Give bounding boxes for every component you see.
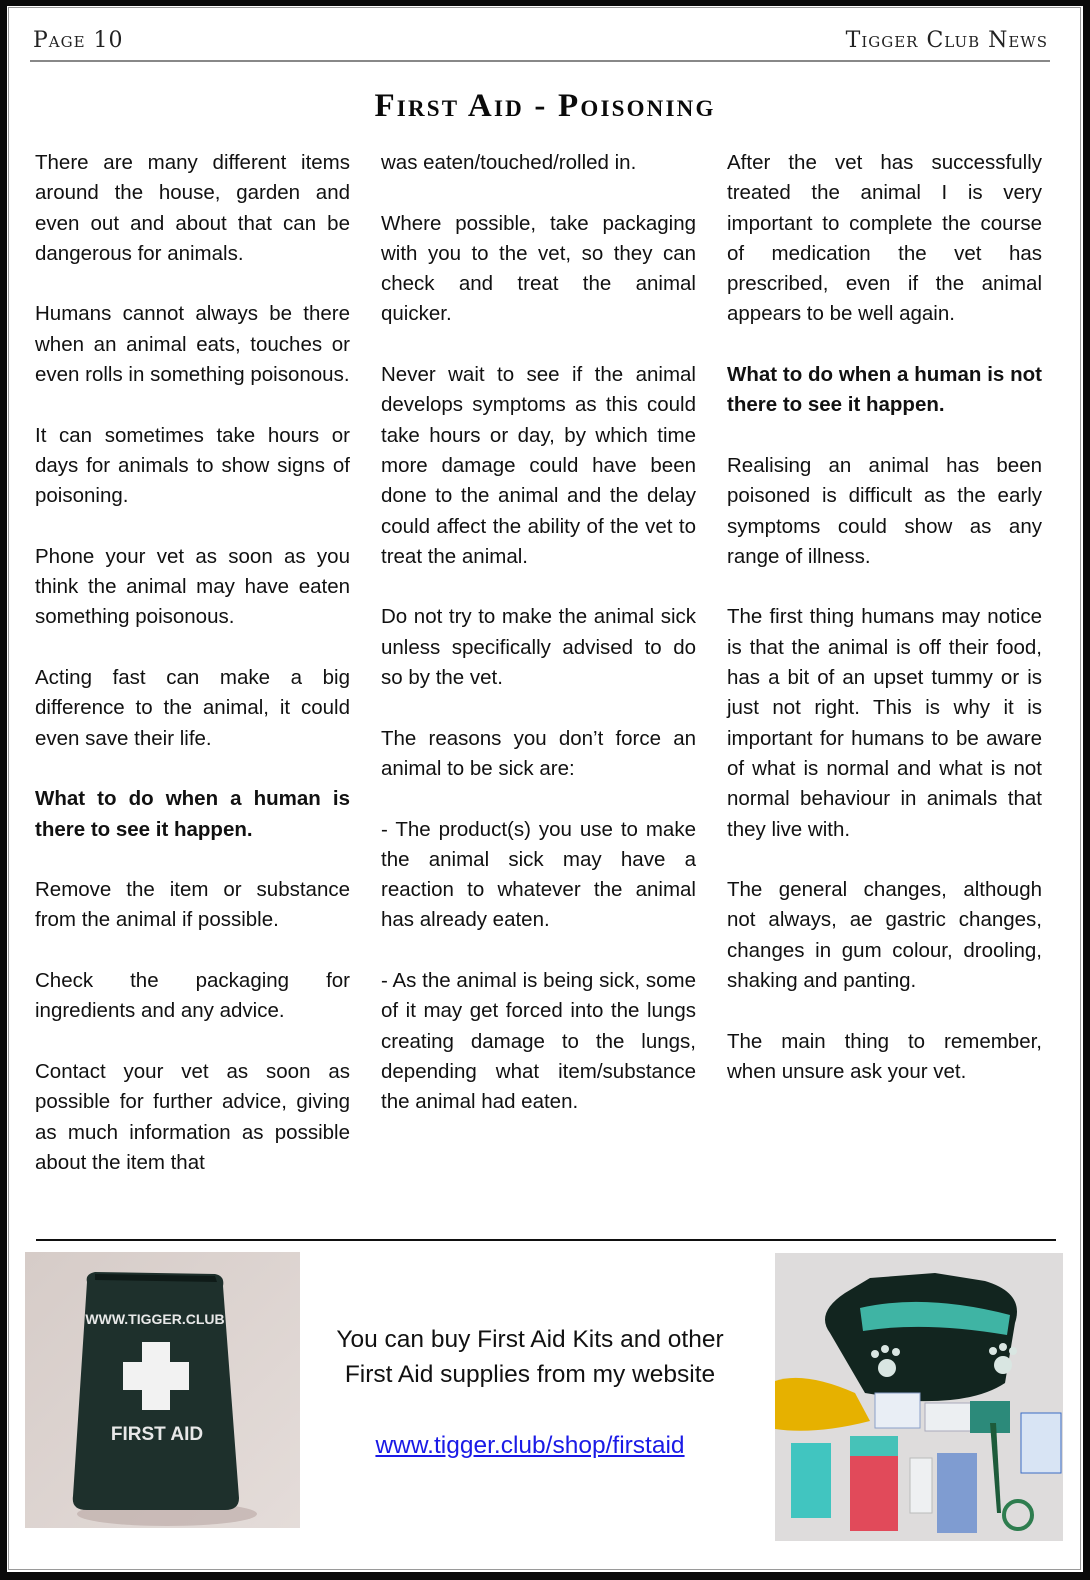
shop-link[interactable]: www.tigger.club/shop/firstaid	[375, 1432, 685, 1459]
paragraph: - As the animal is being sick, some of it may get forced into the lungs creating damage to the lungs, depending what item/substance the animal had eaten.	[381, 969, 696, 1114]
paragraph: Remove the item or substance from the animal if possible.	[35, 878, 350, 932]
paragraph: was eaten/touched/rolled in.	[381, 151, 637, 174]
subheading: What to do when a human is not there to see it happen.	[727, 363, 1042, 417]
article-column-1	[35, 148, 350, 1178]
kit-label-text: FIRST AID	[110, 1424, 204, 1445]
paragraph: Never wait to see if the animal develops symptoms as this could take hours or day, by which time more damage could have been done to the animal and the delay could affect the ability of the vet to treat the animal.	[381, 363, 696, 568]
paragraph: The main thing to remember, when unsure ask your vet.	[727, 1029, 1042, 1083]
publication-name: Tigger Club News	[845, 28, 1048, 53]
paragraph: The general changes, although not always, ae gastric changes, changes in gum colour, drooling, shaking and panting.	[727, 878, 1042, 993]
paragraph: Phone your vet as soon as you think the animal may have eaten something poisonous.	[35, 544, 350, 629]
promo-line-2: First Aid supplies from my website	[344, 1361, 716, 1388]
bandage-pack	[937, 1453, 977, 1533]
first-aid-supplies-photo	[775, 1253, 1063, 1541]
article-title: First Aid - Poisoning	[374, 88, 716, 124]
paragraph: Do not try to make the animal sick unless specifically advised to do so by the vet.	[381, 605, 696, 690]
paragraph: The first thing humans may notice is that the animal is off their food, has a bit of an upset tummy or is just not right. This is why it is important for humans to be aware of what is normal and what is not normal behaviour in animals that they live with.	[727, 605, 1042, 841]
article-column-2	[381, 148, 696, 1118]
header-rule	[30, 60, 1050, 62]
paragraph: Humans cannot always be there when an animal eats, touches or even rolls in something poisonous.	[35, 302, 350, 387]
paragraph: There are many different items around the house, garden and even out and about that can be dangerous for animals.	[35, 151, 350, 265]
paragraph: - The product(s) you use to make the animal sick may have a reaction to whatever the animal has already eaten.	[381, 817, 696, 932]
first-aid-kit-illustration	[25, 1252, 300, 1528]
paragraph: Contact your vet as soon as possible for further advice, giving as much information as possible about the item that	[35, 1059, 350, 1174]
paragraph: Acting fast can make a big difference to the animal, it could even save their life.	[35, 666, 350, 750]
first-aid-supplies-illustration	[775, 1253, 1063, 1541]
article-column-3	[727, 148, 1042, 1087]
promo-line-1: You can buy First Aid Kits and other	[336, 1326, 724, 1353]
subheading: What to do when a human is there to see it happen.	[35, 787, 350, 841]
paragraph: The reasons you don’t force an animal to be sick are:	[381, 726, 696, 780]
first-aid-kit-photo	[25, 1252, 300, 1528]
page-number: Page 10	[33, 28, 124, 53]
paragraph: Where possible, take packaging with you to the vet, so they can check and treat the animal quicker.	[381, 211, 696, 326]
kit-brand-text: WWW.TIGGER.CLUB	[85, 1311, 225, 1327]
promo-text	[300, 1322, 760, 1392]
paragraph: After the vet has successfully treated the animal I is very important to complete the course of medication the vet has prescribed, even if the animal appears to be well again.	[727, 151, 1042, 326]
paragraph: Realising an animal has been poisoned is difficult as the early symptoms could show as any range of illness.	[727, 453, 1042, 568]
paragraph: It can sometimes take hours or days for animals to show signs of poisoning.	[35, 423, 350, 508]
gauze-pack	[791, 1443, 831, 1518]
section-divider	[36, 1239, 1056, 1241]
paragraph: Check the packaging for ingredients and any advice.	[35, 969, 350, 1023]
